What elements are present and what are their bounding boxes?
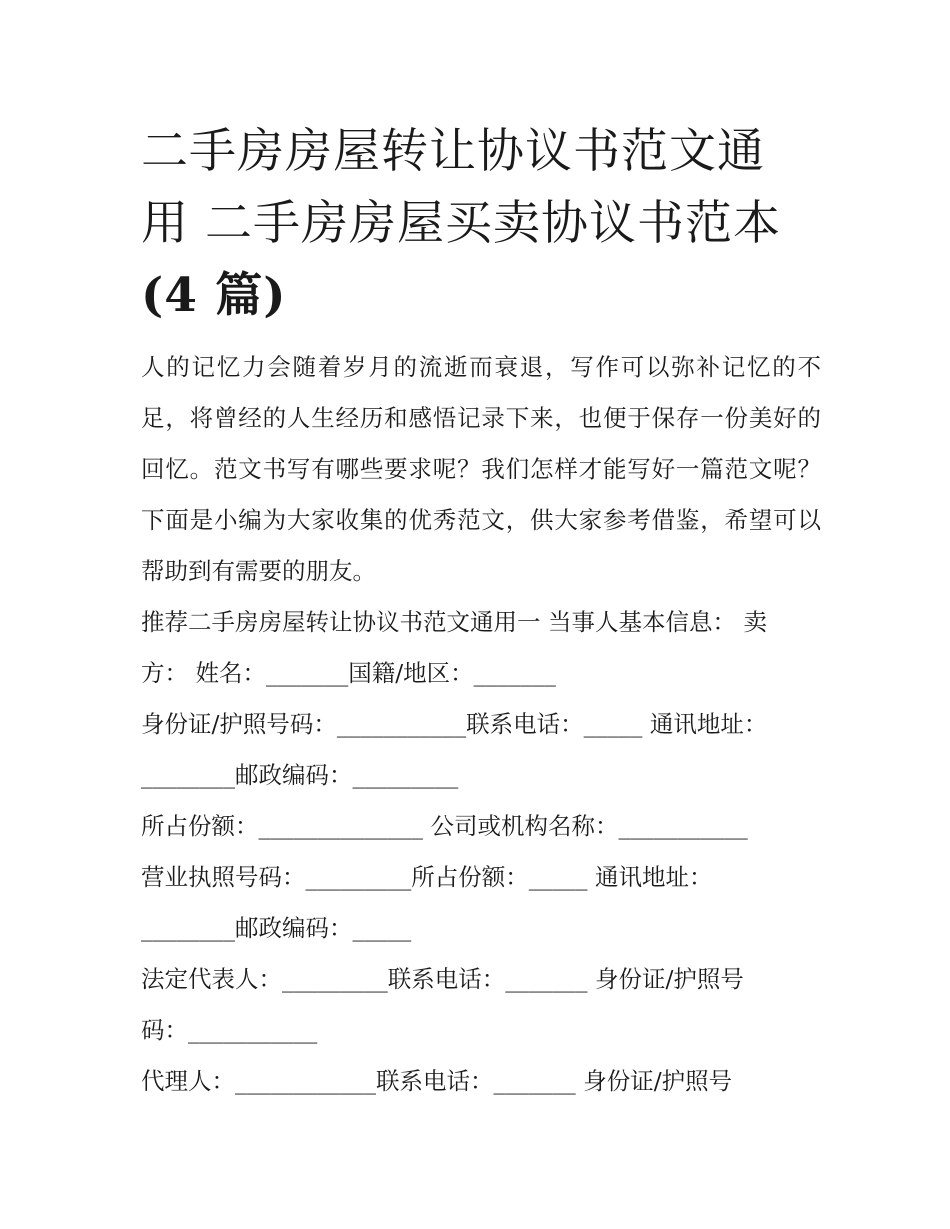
body-line-2: 方： 姓名：_______国籍/地区：_______ (141, 659, 556, 687)
document-page (141, 116, 821, 1107)
body-line-5: 所占份额：______________ 公司或机构名称：___________ (141, 812, 748, 840)
body-line-6: 营业执照号码：_________所占份额：_____ 通讯地址： (141, 863, 713, 891)
body-line-7: ________邮政编码：_____ (141, 914, 412, 942)
body-line-4: ________邮政编码：_________ (141, 761, 459, 789)
body-line-9: 码：___________ (141, 1016, 318, 1044)
title-line-1: 二手房房屋转让协议书范文通 (141, 124, 765, 179)
document-title (141, 116, 821, 332)
title-line-3: (4 篇) (141, 268, 287, 323)
body-line-1: 推荐二手房房屋转让协议书范文通用一 当事人基本信息： 卖 (141, 608, 767, 636)
body-line-8: 法定代表人：_________联系电话：_______ 身份证/护照号 (141, 965, 744, 993)
intro-paragraph: 人的记忆力会随着岁月的流逝而衰退，写作可以弥补记忆的不足，将曾经的人生经历和感悟记录下来，也便于保存一份美好的回忆。范文书写有哪些要求呢？我们怎样才能写好一篇范文呢？下面是小编为大家收集的优秀范文，供大家参考借鉴，希望可以帮助到有需要的朋友。 (141, 353, 821, 585)
body-line-10: 代理人：____________联系电话：_______ 身份证/护照号 (141, 1067, 733, 1095)
title-line-2: 用 二手房房屋买卖协议书范本 (141, 196, 781, 251)
body-line-3: 身份证/护照号码：___________联系电话：_____ 通讯地址： (141, 710, 768, 738)
